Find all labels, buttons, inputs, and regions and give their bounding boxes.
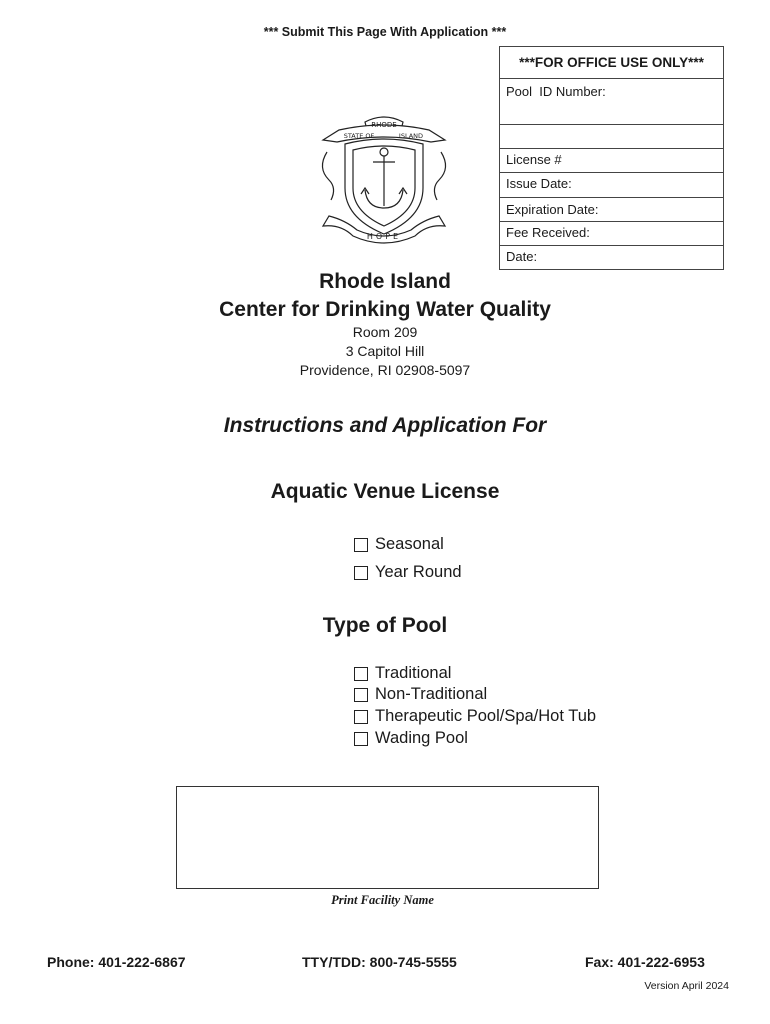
pool-id-number-field[interactable] — [500, 84, 723, 99]
org-name-line2: Center for Drinking Water Quality — [219, 298, 551, 321]
traditional-label: Traditional — [375, 664, 452, 682]
seal-motto: HOPE — [366, 232, 402, 241]
rhode-island-seal-icon — [315, 108, 453, 248]
date-field[interactable]: Date: — [506, 249, 538, 264]
divider — [500, 197, 723, 198]
divider — [500, 172, 723, 173]
pool-label: Pool — [506, 84, 533, 99]
wading-checkbox[interactable] — [354, 732, 368, 746]
seal-ribbon-left: STATE OF — [343, 132, 375, 140]
divider — [500, 124, 723, 125]
license-heading: Aquatic Venue License — [270, 480, 500, 503]
license-option-year-round[interactable] — [354, 563, 462, 582]
divider — [500, 221, 723, 222]
org-name-line1: Rhode Island — [319, 270, 451, 293]
divider — [500, 148, 723, 149]
year-round-label: Year Round — [375, 563, 462, 581]
office-use-box — [499, 46, 724, 270]
pool-option-traditional[interactable] — [354, 664, 451, 683]
pool-option-wading[interactable] — [354, 729, 468, 748]
license-number-field[interactable]: License # — [506, 152, 562, 167]
phone-number: Phone: 401-222-6867 — [47, 954, 186, 970]
version-label: Version April 2024 — [644, 980, 729, 992]
pool-type-heading: Type of Pool — [322, 614, 448, 637]
submit-note: *** Submit This Page With Application *** — [263, 25, 507, 39]
fee-received-field[interactable]: Fee Received: — [506, 225, 590, 240]
license-option-seasonal[interactable] — [354, 535, 444, 554]
facility-name-label: Print Facility Name — [331, 893, 434, 907]
year-round-checkbox[interactable] — [354, 566, 368, 580]
fax-number: Fax: 401-222-6953 — [585, 954, 705, 970]
divider — [500, 245, 723, 246]
therapeutic-checkbox[interactable] — [354, 710, 368, 724]
address-street: 3 Capitol Hill — [345, 343, 425, 359]
non-traditional-checkbox[interactable] — [354, 688, 368, 702]
seasonal-label: Seasonal — [375, 535, 444, 553]
seal-ribbon-right: ISLAND — [398, 132, 424, 140]
therapeutic-label: Therapeutic Pool/Spa/Hot Tub — [375, 707, 597, 725]
id-number-label: ID Number: — [539, 84, 606, 99]
address-city: Providence, RI 02908-5097 — [299, 362, 471, 378]
seasonal-checkbox[interactable] — [354, 538, 368, 552]
expiration-date-field[interactable]: Expiration Date: — [506, 202, 599, 217]
non-traditional-label: Non-Traditional — [375, 685, 488, 703]
wading-label: Wading Pool — [375, 729, 468, 747]
pool-option-therapeutic[interactable] — [354, 707, 596, 726]
issue-date-field[interactable]: Issue Date: — [506, 176, 572, 191]
facility-name-input[interactable] — [176, 786, 599, 889]
traditional-checkbox[interactable] — [354, 667, 368, 681]
tty-number: TTY/TDD: 800-745-5555 — [302, 954, 457, 970]
office-use-title: ***FOR OFFICE USE ONLY*** — [500, 47, 723, 79]
instructions-heading: Instructions and Application For — [223, 414, 547, 437]
seal-top-text: RHODE — [371, 121, 397, 129]
pool-option-non-traditional[interactable] — [354, 685, 487, 704]
address-room: Room 209 — [352, 324, 418, 340]
